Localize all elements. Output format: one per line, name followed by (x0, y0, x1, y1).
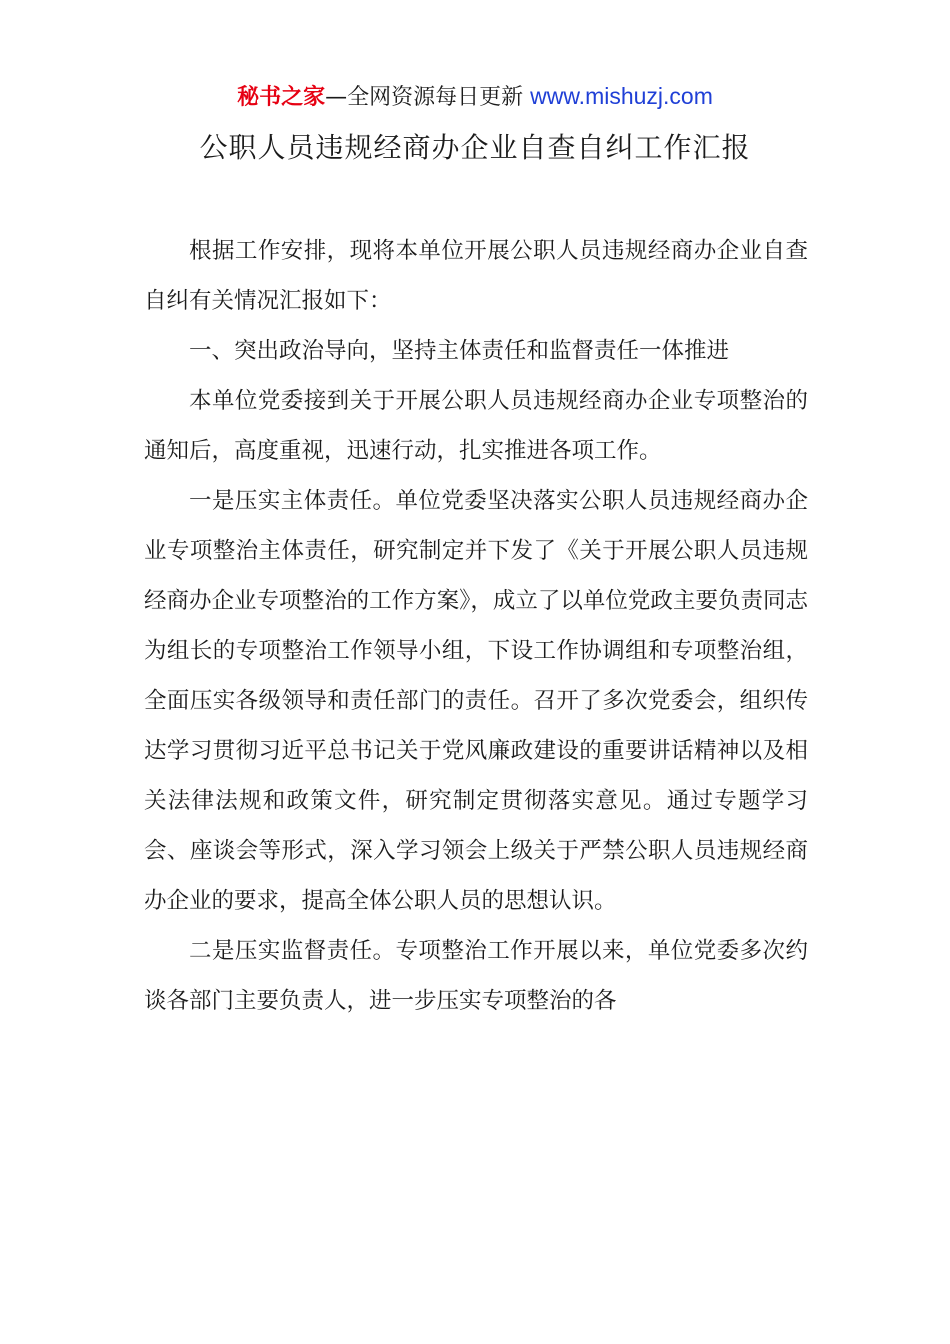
site-banner (0, 80, 950, 114)
section-heading: 一、突出政治导向，坚持主体责任和监督责任一体推进 (189, 338, 730, 364)
banner-tagline: —全网资源每日更新 (325, 85, 524, 110)
site-url-link[interactable]: www.mishuzj.com (530, 83, 713, 109)
paragraph: 一是压实主体责任。单位党委坚决落实公职人员违规经商办企业专项整治主体责任，研究制定并下发了《关于开展公职人员违规经商办企业专项整治的工作方案》，成立了以单位党政主要负责同志为组长的专项整治工作领导小组，下设工作协调组和专项整治组，全面压实各级领导和责任部门的责任。召开了多次党委会，组织传达学习贯彻习近平总书记关于党风廉政建设的重要讲话精神以及相关法律法规和政策文件，研究制定贯彻落实意见。通过专题学习会、座谈会等形式，深入学习领会上级关于严禁公职人员违规经商办企业的要求，提高全体公职人员的思想认识。 (144, 488, 808, 914)
document-title: 公职人员违规经商办企业自查自纠工作汇报 (199, 131, 751, 164)
paragraph: 二是压实监督责任。专项整治工作开展以来，单位党委多次约谈各部门主要负责人，进一步压实专项整治的各 (144, 938, 808, 1014)
document-body (144, 226, 808, 1026)
paragraph: 本单位党委接到关于开展公职人员违规经商办企业专项整治的通知后，高度重视，迅速行动，扎实推进各项工作。 (144, 388, 808, 464)
paragraph-intro: 根据工作安排，现将本单位开展公职人员违规经商办企业自查自纠有关情况汇报如下： (144, 238, 808, 314)
brand-name: 秘书之家 (237, 85, 326, 110)
